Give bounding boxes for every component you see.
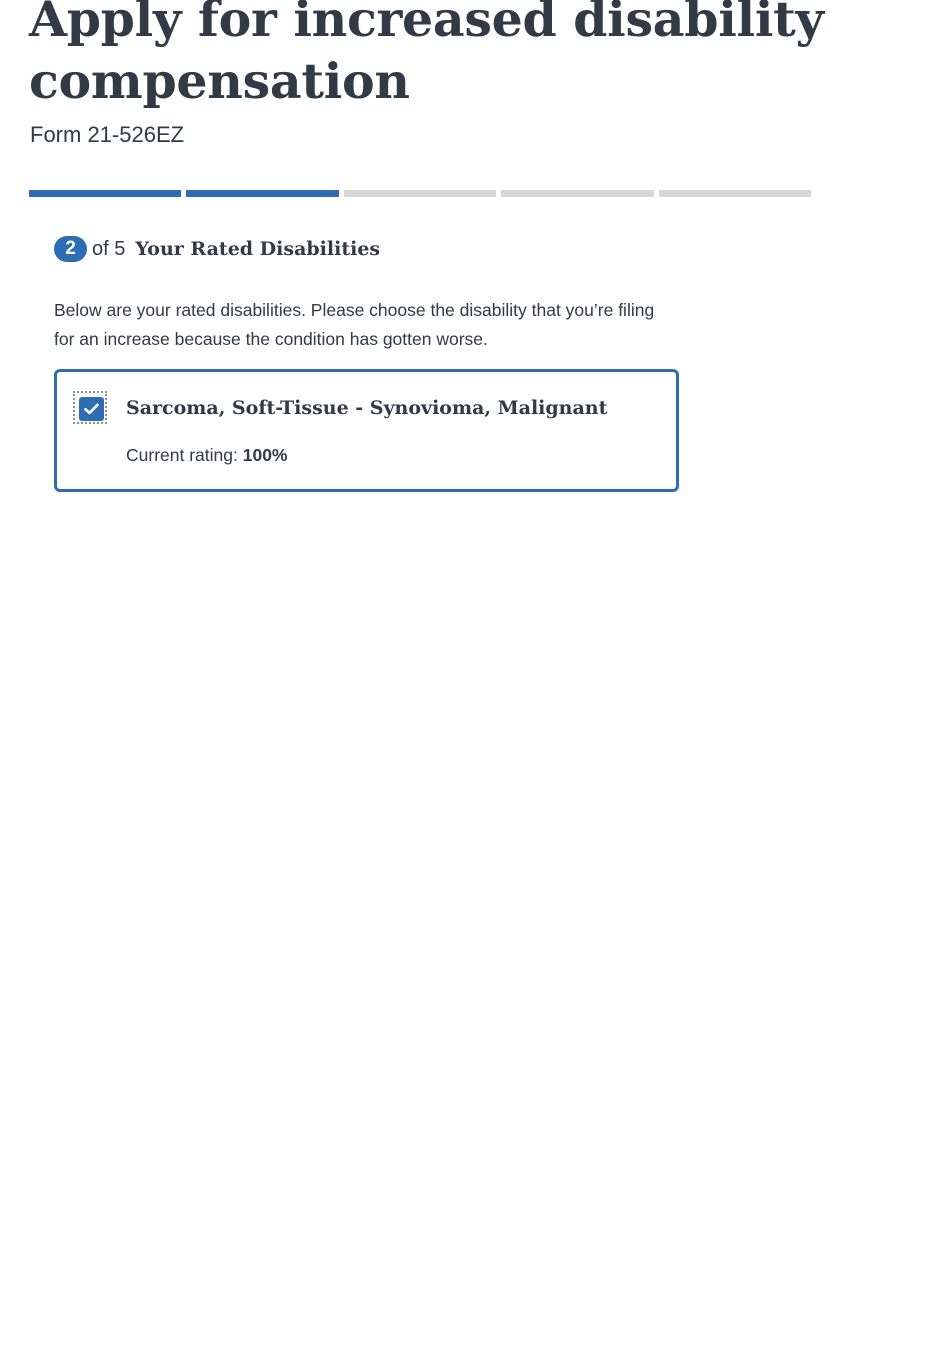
disability-option-card[interactable] xyxy=(54,369,679,492)
progress-segment-4 xyxy=(501,190,653,197)
intro-text: Below are your rated disabilities. Please choose the disability that you’re filing for an increase because the condition has gotten worse. xyxy=(54,300,655,349)
step-header xyxy=(54,235,380,263)
form-number: Form 21-526EZ xyxy=(30,122,185,147)
page-title: Apply for increased disability compensation xyxy=(29,0,824,110)
current-rating xyxy=(126,443,288,467)
disability-checkbox[interactable] xyxy=(79,397,104,421)
progress-segment-1 xyxy=(29,190,181,197)
progress-segment-3 xyxy=(344,190,496,197)
step-title: Your Rated Disabilities xyxy=(135,238,381,260)
progress-segment-2 xyxy=(186,190,338,197)
disability-name: Sarcoma, Soft-Tissue - Synovioma, Malignant xyxy=(126,397,608,419)
current-rating-label: Current rating: xyxy=(126,445,238,465)
checkmark-icon xyxy=(84,403,99,415)
current-rating-value: 100% xyxy=(242,445,288,465)
checkbox-focus-outline xyxy=(73,391,107,424)
step-number-badge: 2 xyxy=(54,236,87,262)
progress-segment-5 xyxy=(659,190,811,197)
progress-bar xyxy=(29,190,811,197)
step-total: of 5 xyxy=(92,237,126,260)
